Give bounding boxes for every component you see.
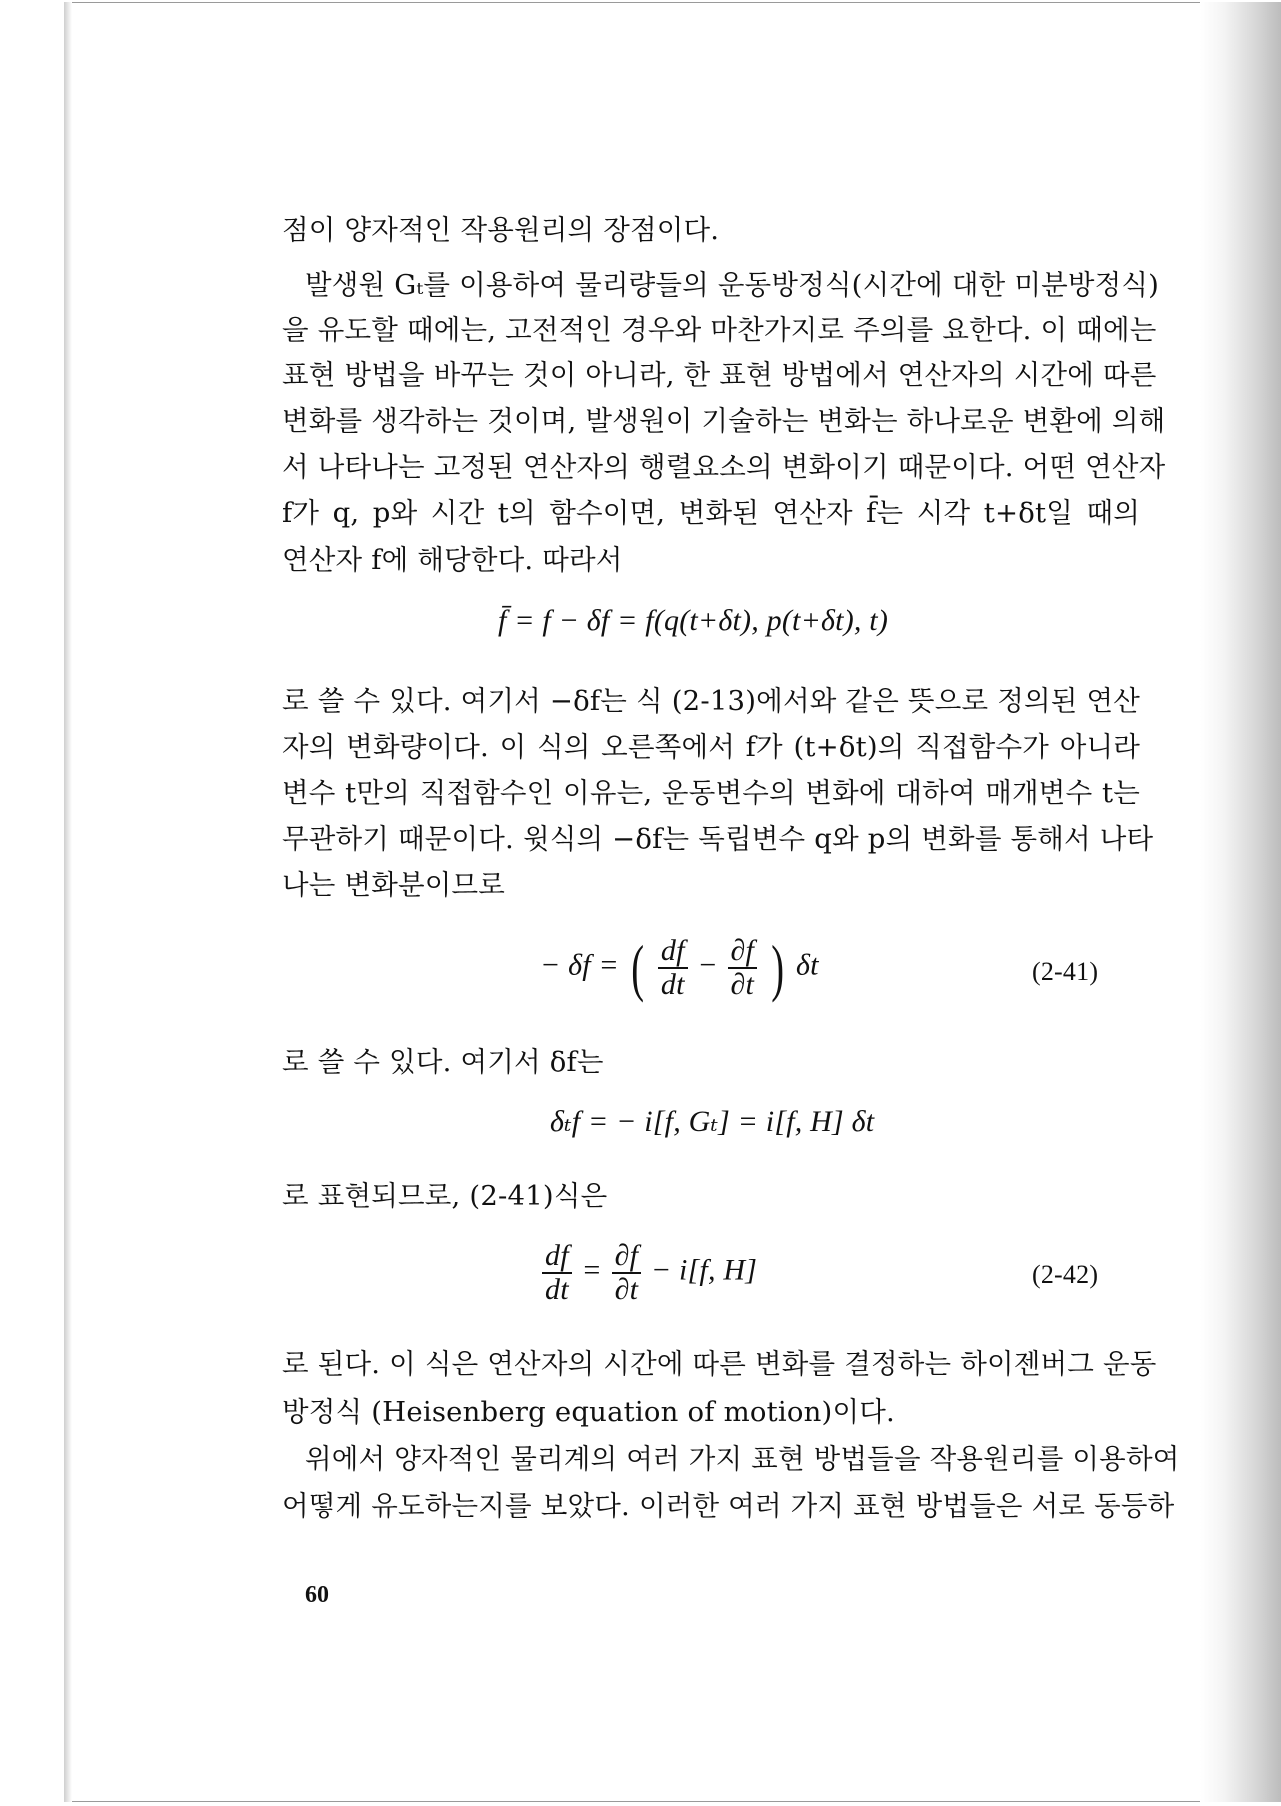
text-line-15: 로 표현되므로, (2-41)식은: [282, 1180, 608, 1212]
text-line-3: 을 유도할 때에는, 고전적인 경우와 마찬가지로 주의를 요한다. 이 때에는: [282, 314, 1157, 346]
fraction-partial-f-t: [728, 935, 758, 1000]
text-line-10: 자의 변화량이다. 이 식의 오른쪽에서 f가 (t+δt)의 직접함수가 아니라: [282, 731, 1140, 763]
fraction-partial-f-t: [612, 1240, 642, 1305]
page-number: 60: [305, 1582, 329, 1608]
text-line-16: 로 된다. 이 식은 연산자의 시간에 따른 변화를 결정하는 하이젠버그 운동: [282, 1348, 1157, 1380]
equation-delta-t-f: δₜf = − i[f, Gₜ] = i[f, H] δt: [550, 1105, 875, 1138]
numerator: df: [542, 1240, 572, 1274]
numerator: ∂f: [728, 935, 758, 969]
page-fold-shadow: [64, 2, 72, 1802]
fraction-df-dt: [542, 1240, 572, 1305]
eq242-tail: − i[f, H]: [650, 1253, 758, 1287]
numerator: df: [658, 935, 688, 969]
left-paren: (: [630, 931, 644, 1003]
text-line-1: 점이 양자적인 작용원리의 장점이다.: [282, 214, 720, 246]
equals-sign: =: [581, 1253, 602, 1287]
text-line-17: 방정식 (Heisenberg equation of motion)이다.: [282, 1396, 895, 1428]
equation-number-2-41: (2-41): [1032, 957, 1099, 986]
text-line-19: 어떻게 유도하는지를 보았다. 이러한 여러 가지 표현 방법들은 서로 동등하: [282, 1490, 1175, 1522]
equation-2-41: [540, 931, 819, 1003]
denominator: dt: [660, 967, 685, 1001]
text-line-5: 변화를 생각하는 것이며, 발생원이 기술하는 변화는 하나로운 변환에 의해: [282, 405, 1166, 437]
page-edge-shadow: [1200, 2, 1281, 1802]
numerator: ∂f: [612, 1240, 642, 1274]
denominator: dt: [545, 1272, 569, 1306]
right-paren: ): [771, 931, 784, 1003]
eq241-tail: δt: [795, 948, 819, 982]
text-line-2: 발생원 Gₜ를 이용하여 물리량들의 운동방정식(시간에 대한 미분방정식): [305, 269, 1160, 301]
eq241-lhs: − δf =: [540, 948, 619, 982]
equation-fbar: f̄ = f − δf = f(q(t+δt), p(t+δt), t): [498, 604, 889, 637]
equation-2-42: [540, 1240, 757, 1305]
text-line-13: 나는 변화분이므로: [282, 869, 506, 901]
text-line-7: f가 q, p와 시간 t의 함수이면, 변화된 연산자 f̄는 시각 t+δt일 때의: [282, 497, 1140, 529]
text-line-12: 무관하기 때문이다. 윗식의 −δf는 독립변수 q와 p의 변화를 통해서 나타: [282, 823, 1154, 855]
text-line-8: 연산자 f에 해당한다. 따라서: [282, 544, 623, 576]
text-line-18: 위에서 양자적인 물리계의 여러 가지 표현 방법들을 작용원리를 이용하여: [305, 1443, 1180, 1475]
denominator: ∂t: [614, 1272, 639, 1306]
denominator: ∂t: [730, 967, 755, 1001]
text-line-4: 표현 방법을 바꾸는 것이 아니라, 한 표현 방법에서 연산자의 시간에 따른: [282, 359, 1157, 391]
text-line-11: 변수 t만의 직접함수인 이유는, 운동변수의 변화에 대하여 매개변수 t는: [282, 777, 1140, 809]
equation-number-2-42: (2-42): [1032, 1260, 1099, 1289]
text-line-14: 로 쓸 수 있다. 여기서 δf는: [282, 1046, 604, 1078]
text-line-9: 로 쓸 수 있다. 여기서 −δf는 식 (2-13)에서와 같은 뜻으로 정의된 연산: [282, 685, 1140, 717]
text-line-6: 서 나타나는 고정된 연산자의 행렬요소의 변화이기 때문이다. 어떤 연산자: [282, 451, 1166, 483]
fraction-df-dt: [658, 935, 688, 1000]
minus-sign: −: [697, 948, 718, 982]
